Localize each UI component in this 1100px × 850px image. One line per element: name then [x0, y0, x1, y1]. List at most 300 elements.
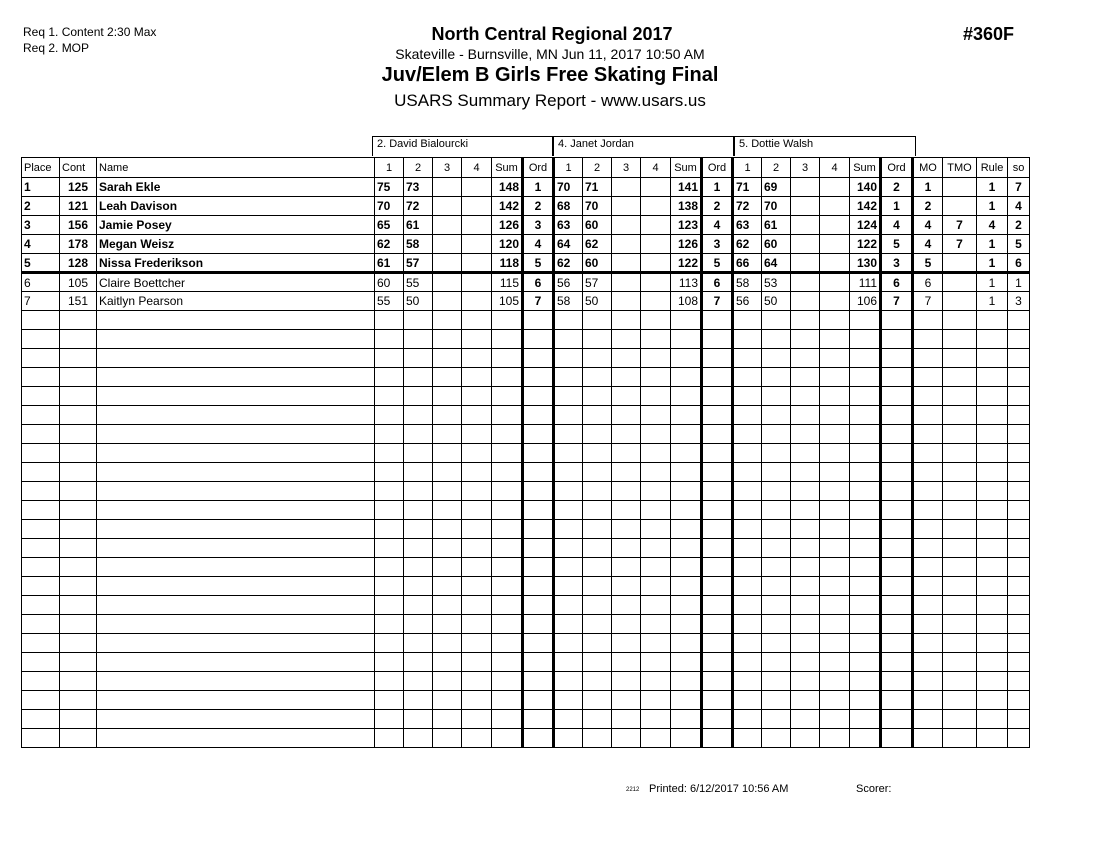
cell-sum [671, 463, 702, 482]
cell-so [1008, 330, 1030, 349]
cell-tmo [943, 558, 977, 577]
cell-score-4 [462, 292, 492, 311]
cell-cont [60, 444, 97, 463]
cell-score-1 [733, 444, 762, 463]
cell-ord [702, 311, 733, 330]
cell-ord [702, 672, 733, 691]
cell-score-4 [641, 653, 671, 672]
cell-score-3 [791, 539, 820, 558]
cell-score-4 [641, 463, 671, 482]
cell-score-1 [733, 330, 762, 349]
cell-score-2: 70 [583, 197, 612, 216]
cell-tmo [943, 615, 977, 634]
cell-sum [671, 691, 702, 710]
cell-score-3 [433, 577, 462, 596]
cell-sum [850, 729, 881, 748]
cell-sum [492, 691, 523, 710]
cell-score-4 [641, 558, 671, 577]
cell-score-2 [404, 577, 433, 596]
cell-score-3 [612, 539, 641, 558]
requirement-1: Req 1. Content 2:30 Max [23, 25, 157, 39]
cell-ord [881, 387, 913, 406]
cell-score-2 [762, 596, 791, 615]
cell-sum [671, 311, 702, 330]
col-j2-ord: Ord [702, 158, 733, 178]
cell-sum: 126 [671, 235, 702, 254]
cell-score-4 [820, 368, 850, 387]
cell-score-4 [820, 691, 850, 710]
cell-score-3 [791, 501, 820, 520]
cell-cont: 125 [60, 178, 97, 197]
cell-cont: 121 [60, 197, 97, 216]
cell-sum: 120 [492, 235, 523, 254]
cell-mo: 2 [913, 197, 943, 216]
empty-row [22, 653, 1030, 672]
cell-rule [977, 691, 1008, 710]
cell-score-1: 65 [375, 216, 404, 235]
cell-mo [913, 387, 943, 406]
cell-score-4 [462, 216, 492, 235]
cell-ord [881, 425, 913, 444]
cell-score-4 [820, 406, 850, 425]
cell-ord [523, 444, 554, 463]
cell-rule [977, 634, 1008, 653]
cell-score-1 [554, 501, 583, 520]
cell-score-3 [433, 178, 462, 197]
cell-sum [850, 539, 881, 558]
cell-rule [977, 330, 1008, 349]
cell-score-3 [433, 634, 462, 653]
cell-score-1 [733, 425, 762, 444]
cell-score-4 [641, 539, 671, 558]
cell-cont [60, 577, 97, 596]
cell-score-3 [791, 729, 820, 748]
cell-score-1 [554, 691, 583, 710]
cell-place: 1 [22, 178, 60, 197]
empty-row [22, 691, 1030, 710]
cell-score-1 [733, 691, 762, 710]
cell-score-2 [404, 672, 433, 691]
cell-score-3 [612, 387, 641, 406]
cell-tmo [943, 349, 977, 368]
cell-score-3 [612, 216, 641, 235]
cell-ord: 1 [881, 197, 913, 216]
cell-mo [913, 520, 943, 539]
cell-score-3 [791, 178, 820, 197]
cell-ord [702, 615, 733, 634]
cell-ord [523, 463, 554, 482]
cell-score-4 [641, 615, 671, 634]
col-j3-ord: Ord [881, 158, 913, 178]
cell-score-2 [583, 634, 612, 653]
cell-so: 2 [1008, 216, 1030, 235]
cell-score-1 [554, 596, 583, 615]
col-j1-s3: 3 [433, 158, 462, 178]
cell-score-1 [733, 634, 762, 653]
col-tmo: TMO [943, 158, 977, 178]
empty-row [22, 482, 1030, 501]
cell-name [97, 387, 375, 406]
cell-rule [977, 520, 1008, 539]
cell-score-1: 62 [733, 235, 762, 254]
cell-name [97, 691, 375, 710]
cell-ord: 4 [523, 235, 554, 254]
cell-sum: 140 [850, 178, 881, 197]
cell-mo [913, 577, 943, 596]
cell-sum [671, 368, 702, 387]
cell-score-2 [404, 653, 433, 672]
cell-score-1 [554, 615, 583, 634]
cell-sum: 113 [671, 273, 702, 292]
cell-score-1 [733, 482, 762, 501]
cell-sum [671, 634, 702, 653]
cell-score-4 [641, 349, 671, 368]
cell-sum: 148 [492, 178, 523, 197]
cell-score-3 [612, 273, 641, 292]
cell-score-4 [820, 254, 850, 273]
cell-rule [977, 463, 1008, 482]
cell-score-3 [791, 387, 820, 406]
cell-sum [492, 330, 523, 349]
cell-ord [702, 330, 733, 349]
cell-score-4 [641, 444, 671, 463]
cell-mo: 4 [913, 235, 943, 254]
cell-rule [977, 729, 1008, 748]
cell-rule [977, 577, 1008, 596]
cell-score-4 [641, 292, 671, 311]
cell-score-2 [762, 463, 791, 482]
cell-rule: 1 [977, 273, 1008, 292]
cell-score-2 [404, 691, 433, 710]
cell-ord [523, 501, 554, 520]
cell-score-3 [433, 425, 462, 444]
cell-score-3 [612, 235, 641, 254]
cell-score-3 [433, 653, 462, 672]
cell-sum [850, 444, 881, 463]
cell-sum [850, 330, 881, 349]
empty-row [22, 349, 1030, 368]
cell-score-4 [462, 729, 492, 748]
cell-ord: 3 [881, 254, 913, 273]
cell-score-2 [762, 349, 791, 368]
cell-so [1008, 501, 1030, 520]
cell-so: 7 [1008, 178, 1030, 197]
col-j1-ord: Ord [523, 158, 554, 178]
cell-score-3 [612, 368, 641, 387]
cell-ord: 5 [523, 254, 554, 273]
empty-row [22, 368, 1030, 387]
cell-score-4 [641, 729, 671, 748]
cell-score-3 [433, 273, 462, 292]
cell-score-1 [733, 577, 762, 596]
cell-cont [60, 653, 97, 672]
cell-place: 3 [22, 216, 60, 235]
cell-ord [881, 463, 913, 482]
cell-score-4 [820, 425, 850, 444]
cell-ord [881, 406, 913, 425]
cell-sum: 124 [850, 216, 881, 235]
cell-score-3 [612, 463, 641, 482]
cell-score-4 [641, 254, 671, 273]
cell-ord [881, 596, 913, 615]
cell-sum [492, 501, 523, 520]
cell-score-4 [820, 349, 850, 368]
cell-ord [523, 539, 554, 558]
cell-so: 4 [1008, 197, 1030, 216]
cell-ord: 5 [702, 254, 733, 273]
cell-score-3 [791, 463, 820, 482]
cell-score-4 [462, 539, 492, 558]
cell-ord [881, 368, 913, 387]
cell-sum [492, 520, 523, 539]
cell-score-3 [791, 216, 820, 235]
cell-score-3 [433, 558, 462, 577]
cell-score-2 [404, 501, 433, 520]
cell-score-2 [762, 425, 791, 444]
cell-cont [60, 425, 97, 444]
cell-score-4 [641, 520, 671, 539]
col-j2-s4: 4 [641, 158, 671, 178]
cell-name [97, 596, 375, 615]
cell-score-2 [762, 501, 791, 520]
cell-score-2 [762, 368, 791, 387]
cell-score-3 [791, 444, 820, 463]
cell-score-4 [820, 197, 850, 216]
col-j2-s1: 1 [554, 158, 583, 178]
cell-score-1 [554, 520, 583, 539]
col-so: so [1008, 158, 1030, 178]
cell-sum [492, 444, 523, 463]
empty-row [22, 596, 1030, 615]
empty-row [22, 710, 1030, 729]
cell-place [22, 615, 60, 634]
cell-name [97, 729, 375, 748]
cell-tmo [943, 501, 977, 520]
cell-score-2 [404, 463, 433, 482]
cell-score-2 [762, 729, 791, 748]
cell-so [1008, 653, 1030, 672]
cell-score-2: 50 [583, 292, 612, 311]
cell-name [97, 501, 375, 520]
cell-score-1: 62 [375, 235, 404, 254]
cell-score-2 [404, 539, 433, 558]
cell-score-3 [791, 691, 820, 710]
cell-ord [881, 615, 913, 634]
cell-score-3 [612, 292, 641, 311]
cell-score-1 [733, 406, 762, 425]
col-j1-sum: Sum [492, 158, 523, 178]
cell-ord [881, 729, 913, 748]
cell-score-2 [404, 482, 433, 501]
cell-sum: 138 [671, 197, 702, 216]
cell-score-3 [433, 520, 462, 539]
cell-ord [702, 596, 733, 615]
cell-name [97, 539, 375, 558]
footer-code: 2212 [626, 787, 640, 793]
cell-score-1: 63 [554, 216, 583, 235]
event-title: North Central Regional 2017 [431, 24, 673, 44]
cell-score-2 [583, 368, 612, 387]
cell-sum [850, 634, 881, 653]
cell-score-3 [433, 615, 462, 634]
table-row [22, 216, 1030, 235]
cell-mo: 4 [913, 216, 943, 235]
cell-mo [913, 444, 943, 463]
cell-sum [492, 596, 523, 615]
cell-score-1 [375, 349, 404, 368]
cell-score-1 [375, 406, 404, 425]
cell-score-4 [820, 558, 850, 577]
cell-sum [850, 463, 881, 482]
cell-ord [702, 444, 733, 463]
cell-sum [850, 653, 881, 672]
table-row [22, 178, 1030, 197]
cell-rule: 1 [977, 254, 1008, 273]
cell-tmo [943, 577, 977, 596]
cell-score-2: 72 [404, 197, 433, 216]
cell-score-4 [820, 235, 850, 254]
empty-row [22, 634, 1030, 653]
cell-score-4 [462, 406, 492, 425]
cell-rule [977, 539, 1008, 558]
cell-so [1008, 482, 1030, 501]
cell-score-4 [820, 482, 850, 501]
cell-rule [977, 596, 1008, 615]
cell-score-1 [733, 729, 762, 748]
cell-so [1008, 539, 1030, 558]
event-location: Skateville - Burnsville, MN Jun 11, 2017 10:50 AM [395, 46, 705, 62]
cell-score-4 [641, 311, 671, 330]
cell-mo: 7 [913, 292, 943, 311]
cell-score-3 [791, 254, 820, 273]
cell-cont: 128 [60, 254, 97, 273]
cell-place [22, 710, 60, 729]
col-j3-s2: 2 [762, 158, 791, 178]
cell-ord [702, 463, 733, 482]
cell-ord [702, 691, 733, 710]
cell-score-1 [375, 330, 404, 349]
cell-sum [850, 406, 881, 425]
cell-score-2: 61 [762, 216, 791, 235]
col-place: Place [22, 158, 60, 178]
cell-sum [850, 672, 881, 691]
cell-score-2 [583, 653, 612, 672]
table-row [22, 197, 1030, 216]
cell-so [1008, 558, 1030, 577]
cell-so [1008, 672, 1030, 691]
cell-sum [671, 672, 702, 691]
cell-score-2 [583, 444, 612, 463]
cell-score-1 [375, 463, 404, 482]
cell-score-1 [733, 615, 762, 634]
cell-tmo [943, 463, 977, 482]
cell-sum: 142 [492, 197, 523, 216]
col-j3-s3: 3 [791, 158, 820, 178]
cell-mo: 6 [913, 273, 943, 292]
cell-score-4 [820, 311, 850, 330]
table-row [22, 235, 1030, 254]
cell-score-4 [462, 691, 492, 710]
cell-score-1 [554, 425, 583, 444]
cell-ord [881, 482, 913, 501]
cell-score-2 [762, 520, 791, 539]
cell-name [97, 672, 375, 691]
cell-score-3 [791, 368, 820, 387]
cell-so [1008, 691, 1030, 710]
cell-score-1: 75 [375, 178, 404, 197]
cell-so [1008, 729, 1030, 748]
cell-ord [523, 387, 554, 406]
cell-score-1 [375, 653, 404, 672]
cell-sum [492, 311, 523, 330]
cell-sum: 105 [492, 292, 523, 311]
cell-sum [671, 330, 702, 349]
cell-name: Kaitlyn Pearson [97, 292, 375, 311]
cell-sum [671, 615, 702, 634]
cell-sum [492, 482, 523, 501]
cell-score-2 [404, 349, 433, 368]
cell-rule [977, 444, 1008, 463]
cell-name [97, 558, 375, 577]
cell-name [97, 634, 375, 653]
cell-ord [523, 349, 554, 368]
col-j2-s3: 3 [612, 158, 641, 178]
cell-ord [523, 729, 554, 748]
cell-sum [492, 558, 523, 577]
cell-score-2 [762, 672, 791, 691]
empty-row [22, 425, 1030, 444]
cell-tmo: 7 [943, 235, 977, 254]
judge-header-3: 5. Dottie Walsh [734, 136, 916, 156]
cell-score-3 [433, 254, 462, 273]
cell-sum [850, 558, 881, 577]
cell-score-1: 71 [733, 178, 762, 197]
cell-score-2 [583, 710, 612, 729]
cell-mo [913, 596, 943, 615]
cell-so [1008, 577, 1030, 596]
cell-ord [523, 425, 554, 444]
cell-sum [492, 463, 523, 482]
cell-tmo [943, 311, 977, 330]
cell-score-1: 62 [554, 254, 583, 273]
cell-score-4 [641, 368, 671, 387]
cell-name: Megan Weisz [97, 235, 375, 254]
cell-cont: 178 [60, 235, 97, 254]
cell-ord: 6 [702, 273, 733, 292]
cell-tmo [943, 634, 977, 653]
cell-score-2 [583, 615, 612, 634]
cell-score-4 [820, 178, 850, 197]
cell-ord: 2 [523, 197, 554, 216]
cell-so [1008, 406, 1030, 425]
cell-score-1 [375, 615, 404, 634]
cell-cont: 151 [60, 292, 97, 311]
cell-tmo [943, 330, 977, 349]
cell-place: 5 [22, 254, 60, 273]
cell-score-3 [791, 235, 820, 254]
cell-score-1 [375, 539, 404, 558]
cell-sum [492, 425, 523, 444]
cell-mo [913, 558, 943, 577]
cell-score-4 [641, 178, 671, 197]
cell-ord: 4 [881, 216, 913, 235]
cell-rule [977, 501, 1008, 520]
cell-score-2 [762, 653, 791, 672]
cell-score-2: 53 [762, 273, 791, 292]
cell-score-3 [612, 615, 641, 634]
cell-mo [913, 482, 943, 501]
cell-tmo [943, 691, 977, 710]
